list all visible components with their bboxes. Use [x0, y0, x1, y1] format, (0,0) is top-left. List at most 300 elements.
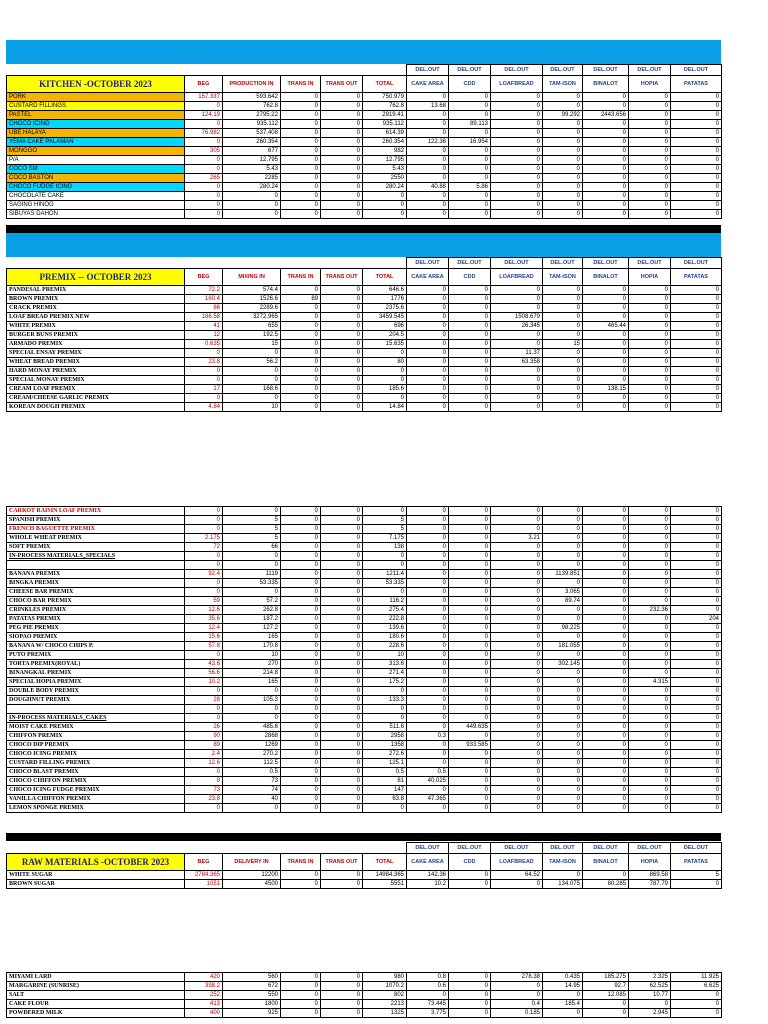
cell-value: 0: [321, 516, 363, 525]
cell-value: 11.925: [671, 973, 722, 982]
cell-value: 0: [583, 579, 629, 588]
cell-value: 181.055: [543, 642, 583, 651]
header-blank: [7, 65, 185, 76]
cell-value: 0: [185, 210, 223, 219]
cell-value: 0: [583, 804, 629, 813]
cell-value: 0: [491, 304, 543, 313]
cell-value: 0: [407, 156, 449, 165]
cell-value: 0: [583, 165, 629, 174]
cell-value: 11.37: [491, 349, 543, 358]
cell-value: 26.345: [491, 322, 543, 331]
cell-value: 73.445: [407, 1000, 449, 1009]
table-row: [7, 750, 722, 759]
cell-value: 0: [321, 678, 363, 687]
cell-value: 0: [321, 741, 363, 750]
cell-value: 0: [543, 192, 583, 201]
cell-value: 0: [281, 322, 321, 331]
header-blank: [185, 258, 223, 269]
header-cdd: CDD: [449, 269, 491, 286]
cell-value: 0: [321, 183, 363, 192]
cell-value: 0: [583, 367, 629, 376]
cell-value: 81: [363, 777, 407, 786]
cell-value: 0: [321, 349, 363, 358]
header-beg: BEG: [185, 854, 223, 871]
cell-value: 0: [629, 120, 671, 129]
cell-value: 0: [491, 385, 543, 394]
cell-value: 0: [543, 313, 583, 322]
cell-value: 0: [449, 633, 491, 642]
cell-value: 0: [671, 156, 722, 165]
header-blank: [7, 258, 185, 269]
cell-value: 0: [583, 286, 629, 295]
cell-value: 0: [583, 741, 629, 750]
cell-value: 270.2: [223, 750, 281, 759]
cell-value: 0: [407, 678, 449, 687]
cell-value: 0: [543, 786, 583, 795]
cell-value: 0: [449, 973, 491, 982]
cell-value: 0: [491, 331, 543, 340]
cell-value: 0: [583, 120, 629, 129]
table-row: [7, 982, 722, 991]
item-name: WHITE PREMIX: [7, 322, 185, 331]
table-row: [7, 696, 722, 705]
cell-value: 0: [281, 804, 321, 813]
cell-value: 0: [583, 1009, 629, 1018]
cell-value: 10.2: [185, 678, 223, 687]
cell-value: 0: [629, 786, 671, 795]
item-name: BANANA PREMIX: [7, 570, 185, 579]
cell-value: 0: [449, 349, 491, 358]
cell-value: 0: [281, 340, 321, 349]
cell-value: 0: [583, 192, 629, 201]
cell-value: 0: [449, 982, 491, 991]
cell-value: 0: [407, 786, 449, 795]
header-cdd: CDD: [449, 854, 491, 871]
cell-value: 0: [185, 516, 223, 525]
cell-value: 0: [223, 210, 281, 219]
item-name: BANANA W/ CHOCO CHIPS P.: [7, 642, 185, 651]
header-in: DELIVERY IN: [223, 854, 281, 871]
cell-value: 0: [671, 147, 722, 156]
header-cake-area: CAKE AREA: [407, 76, 449, 93]
item-name: CARROT RAISIN LOAF PREMIX: [7, 507, 185, 516]
cell-value: 485.6: [223, 723, 281, 732]
cell-value: 0: [407, 367, 449, 376]
cell-value: 0: [543, 606, 583, 615]
cell-value: 0: [629, 331, 671, 340]
raw-materials-continued-section: [6, 972, 721, 1018]
item-name: CHOCO BLAST PREMIX: [7, 768, 185, 777]
header-row: [7, 854, 722, 871]
premix-band: [6, 233, 721, 257]
cell-value: 1070.2: [363, 982, 407, 991]
table-row: [7, 678, 722, 687]
cell-value: 655: [223, 322, 281, 331]
cell-value: 0: [407, 93, 449, 102]
table-row: [7, 579, 722, 588]
cell-value: 0: [449, 687, 491, 696]
cell-value: 90: [185, 732, 223, 741]
cell-value: 1119: [223, 570, 281, 579]
cell-value: 0: [629, 516, 671, 525]
cell-value: 0: [223, 705, 281, 714]
table-row: [7, 394, 722, 403]
header-blank: [321, 65, 363, 76]
cell-value: 0.185: [491, 1009, 543, 1018]
cell-value: 0: [583, 570, 629, 579]
cell-value: 0: [223, 507, 281, 516]
cell-value: 0: [407, 295, 449, 304]
cell-value: 0: [583, 588, 629, 597]
cell-value: 0: [671, 588, 722, 597]
cell-value: 0: [321, 633, 363, 642]
cell-value: 0: [629, 102, 671, 111]
item-name: PATATAS PREMIX: [7, 615, 185, 624]
cell-value: 0: [321, 687, 363, 696]
cell-value: 0: [543, 403, 583, 412]
table-row: [7, 295, 722, 304]
cell-value: 0: [363, 687, 407, 696]
cell-value: 0: [449, 660, 491, 669]
cell-value: 0: [449, 597, 491, 606]
table-row: [7, 403, 722, 412]
cell-value: 0: [321, 102, 363, 111]
cell-value: 0: [281, 147, 321, 156]
cell-value: 0: [281, 777, 321, 786]
cell-value: 0: [407, 552, 449, 561]
cell-value: 278.38: [491, 973, 543, 982]
cell-value: 0: [407, 570, 449, 579]
cell-value: 0: [449, 295, 491, 304]
cell-value: 0: [281, 304, 321, 313]
cell-value: 0: [671, 597, 722, 606]
cell-value: 0: [671, 201, 722, 210]
cell-value: 0: [491, 642, 543, 651]
cell-value: 0: [449, 340, 491, 349]
cell-value: 0: [583, 696, 629, 705]
cell-value: 0: [281, 552, 321, 561]
table-row: [7, 795, 722, 804]
cell-value: 0: [491, 394, 543, 403]
cell-value: 0: [671, 786, 722, 795]
cell-value: 0: [321, 358, 363, 367]
cell-value: 0: [543, 183, 583, 192]
cell-value: 0: [281, 1009, 321, 1018]
cell-value: 5: [223, 534, 281, 543]
cell-value: 0: [223, 394, 281, 403]
cell-value: 40: [223, 795, 281, 804]
cell-value: 0: [543, 210, 583, 219]
header-blank: [321, 843, 363, 854]
item-name: PORK: [7, 93, 185, 102]
cell-value: 275.4: [363, 606, 407, 615]
cell-value: 0: [629, 138, 671, 147]
cell-value: 89: [185, 741, 223, 750]
cell-value: 12.085: [583, 991, 629, 1000]
cell-value: 614.39: [363, 129, 407, 138]
item-name: CAKE FLOUR: [7, 1000, 185, 1009]
cell-value: 0: [407, 597, 449, 606]
cell-value: 5: [223, 525, 281, 534]
cell-value: 0: [491, 705, 543, 714]
cell-value: 0: [281, 750, 321, 759]
cell-value: 593.642: [223, 93, 281, 102]
cell-value: 0: [491, 687, 543, 696]
cell-value: 40.025: [407, 777, 449, 786]
cell-value: 165: [223, 678, 281, 687]
cell-value: 2868: [223, 732, 281, 741]
cell-value: 0: [629, 588, 671, 597]
cell-value: 0: [629, 732, 671, 741]
cell-value: 0: [629, 552, 671, 561]
cell-value: 0: [491, 741, 543, 750]
table-row: [7, 871, 722, 880]
kitchen-section: [6, 64, 721, 219]
header-blank: [281, 843, 321, 854]
header-del-out: DEL.OUT: [449, 258, 491, 269]
cell-value: 0: [491, 678, 543, 687]
cell-value: 204.5: [363, 331, 407, 340]
cell-value: 0: [491, 588, 543, 597]
cell-value: 0: [629, 750, 671, 759]
cell-value: 0: [543, 696, 583, 705]
cell-value: 0: [185, 804, 223, 813]
cell-value: 0: [281, 331, 321, 340]
cell-value: 0: [223, 588, 281, 597]
cell-value: 0: [281, 759, 321, 768]
cell-value: 982: [363, 147, 407, 156]
cell-value: 0: [407, 340, 449, 349]
item-name: BINANGKAL PREMIX: [7, 669, 185, 678]
cell-value: 0: [671, 687, 722, 696]
cell-value: 3.775: [407, 1009, 449, 1018]
cell-value: 0: [281, 358, 321, 367]
item-name: IN-PROCESS MATERIALS_CAKES: [7, 714, 185, 723]
cell-value: 73: [185, 786, 223, 795]
item-name: BROWN SUGAR: [7, 880, 185, 889]
table-row: [7, 973, 722, 982]
cell-value: 0: [449, 174, 491, 183]
cell-value: 0: [671, 394, 722, 403]
cell-value: 0: [449, 147, 491, 156]
cell-value: 0: [281, 165, 321, 174]
cell-value: 0: [671, 1009, 722, 1018]
cell-value: 0: [321, 651, 363, 660]
cell-value: 0: [671, 543, 722, 552]
table-row: [7, 349, 722, 358]
cell-value: 0: [407, 165, 449, 174]
item-name: [7, 705, 185, 714]
header-row: [7, 76, 722, 93]
cell-value: 0: [407, 394, 449, 403]
header-cake-area: CAKE AREA: [407, 269, 449, 286]
cell-value: 92.7: [583, 982, 629, 991]
cell-value: 0: [671, 678, 722, 687]
cell-value: 0: [449, 714, 491, 723]
header-del-out: DEL.OUT: [629, 258, 671, 269]
cell-value: 0: [491, 768, 543, 777]
cell-value: 0: [281, 1000, 321, 1009]
cell-value: 64.52: [491, 871, 543, 880]
cell-value: 92.4: [185, 570, 223, 579]
cell-value: 0: [491, 714, 543, 723]
cell-value: 0.635: [185, 340, 223, 349]
cell-value: 0: [449, 768, 491, 777]
cell-value: 2.325: [629, 973, 671, 982]
cell-value: 47.365: [407, 795, 449, 804]
cell-value: 0: [543, 138, 583, 147]
cell-value: 0: [281, 516, 321, 525]
item-name: SAGING HINOG: [7, 201, 185, 210]
cell-value: 0: [491, 340, 543, 349]
cell-value: 0: [407, 651, 449, 660]
header-blank: [223, 258, 281, 269]
cell-value: 0: [281, 507, 321, 516]
cell-value: 0: [407, 201, 449, 210]
cell-value: 0: [407, 579, 449, 588]
cell-value: 252: [185, 991, 223, 1000]
cell-value: 0: [407, 147, 449, 156]
cell-value: 0: [223, 367, 281, 376]
cell-value: 15.635: [363, 340, 407, 349]
cell-value: 0: [281, 543, 321, 552]
cell-value: 0: [583, 201, 629, 210]
header-in: MIXING IN: [223, 269, 281, 286]
table-row: [7, 367, 722, 376]
cell-value: 0: [321, 561, 363, 570]
cell-value: 0: [629, 687, 671, 696]
cell-value: 12: [185, 331, 223, 340]
header-in: PRODUCTION IN: [223, 76, 281, 93]
table-row: [7, 615, 722, 624]
item-name: LOAF BREAD PREMIX NEW: [7, 313, 185, 322]
table-row: [7, 786, 722, 795]
cell-value: 0: [449, 804, 491, 813]
cell-value: 2213: [363, 1000, 407, 1009]
cell-value: 0: [583, 534, 629, 543]
cell-value: 0: [629, 376, 671, 385]
cell-value: 0: [321, 525, 363, 534]
cell-value: 271.4: [363, 669, 407, 678]
cell-value: 0: [185, 561, 223, 570]
cell-value: 0: [407, 588, 449, 597]
cell-value: 0: [449, 304, 491, 313]
cell-value: 0: [671, 804, 722, 813]
cell-value: 0: [491, 660, 543, 669]
cell-value: 0: [321, 597, 363, 606]
cell-value: 0: [449, 777, 491, 786]
cell-value: 0.5: [407, 768, 449, 777]
cell-value: 0: [491, 880, 543, 889]
cell-value: 0: [185, 768, 223, 777]
item-name: SPECIAL MONAY PREMIX: [7, 376, 185, 385]
cell-value: 0: [449, 750, 491, 759]
cell-value: 0: [321, 1000, 363, 1009]
cell-value: 0: [223, 376, 281, 385]
section-title: KITCHEN -OCTOBER 2023: [7, 76, 185, 93]
table-row: [7, 561, 722, 570]
cell-value: 0: [281, 349, 321, 358]
cell-value: 0: [583, 606, 629, 615]
cell-value: 0: [543, 165, 583, 174]
cell-value: 0: [583, 210, 629, 219]
cell-value: 0: [321, 394, 363, 403]
cell-value: 0: [281, 156, 321, 165]
cell-value: 0: [671, 768, 722, 777]
cell-value: 0: [363, 210, 407, 219]
cell-value: 14.95: [543, 982, 583, 991]
cell-value: 0: [281, 687, 321, 696]
cell-value: 0: [583, 871, 629, 880]
cell-value: 0: [281, 111, 321, 120]
cell-value: 0: [491, 183, 543, 192]
cell-value: 0: [407, 385, 449, 394]
cell-value: 0: [491, 147, 543, 156]
cell-value: 0: [321, 588, 363, 597]
cell-value: 0: [629, 349, 671, 358]
cell-value: 465.44: [583, 322, 629, 331]
cell-value: 0: [449, 991, 491, 1000]
cell-value: 3272.965: [223, 313, 281, 322]
cell-value: 0: [449, 201, 491, 210]
cell-value: 0: [543, 129, 583, 138]
table-row: [7, 1009, 722, 1018]
cell-value: 0: [321, 669, 363, 678]
cell-value: 0: [671, 741, 722, 750]
cell-value: 15: [543, 340, 583, 349]
table-row: [7, 376, 722, 385]
cell-value: 0: [223, 714, 281, 723]
cell-value: 0: [407, 358, 449, 367]
cell-value: 0: [407, 660, 449, 669]
cell-value: 0: [629, 313, 671, 322]
cell-value: 0: [543, 304, 583, 313]
table-row: [7, 633, 722, 642]
cell-value: 935.112: [363, 120, 407, 129]
table-row: [7, 543, 722, 552]
cell-value: 5.86: [449, 183, 491, 192]
cell-value: 127.2: [223, 624, 281, 633]
cell-value: 0: [629, 111, 671, 120]
cell-value: 0: [629, 642, 671, 651]
cell-value: 0: [543, 615, 583, 624]
cell-value: 0: [543, 579, 583, 588]
cell-value: 0: [449, 313, 491, 322]
item-name: FRENCH BAGUETTE PREMIX: [7, 525, 185, 534]
cell-value: 0: [629, 129, 671, 138]
cell-value: 0: [543, 687, 583, 696]
header-trans-in: TRANS IN: [281, 269, 321, 286]
cell-value: 0: [407, 606, 449, 615]
cell-value: 0: [321, 147, 363, 156]
cell-value: 0: [583, 376, 629, 385]
cell-value: 12.795: [223, 156, 281, 165]
cell-value: 170.8: [223, 642, 281, 651]
cell-value: 0: [407, 304, 449, 313]
table-row: [7, 358, 722, 367]
cell-value: 0: [407, 759, 449, 768]
cell-value: 0: [321, 295, 363, 304]
cell-value: 0: [223, 349, 281, 358]
cell-value: 0: [363, 705, 407, 714]
item-name: MONGGO: [7, 147, 185, 156]
cell-value: 7.175: [363, 534, 407, 543]
cell-value: 0: [407, 331, 449, 340]
item-name: CREAM LOAF PREMIX: [7, 385, 185, 394]
cell-value: 0: [281, 192, 321, 201]
cell-value: 0: [321, 642, 363, 651]
cell-value: 0: [671, 723, 722, 732]
